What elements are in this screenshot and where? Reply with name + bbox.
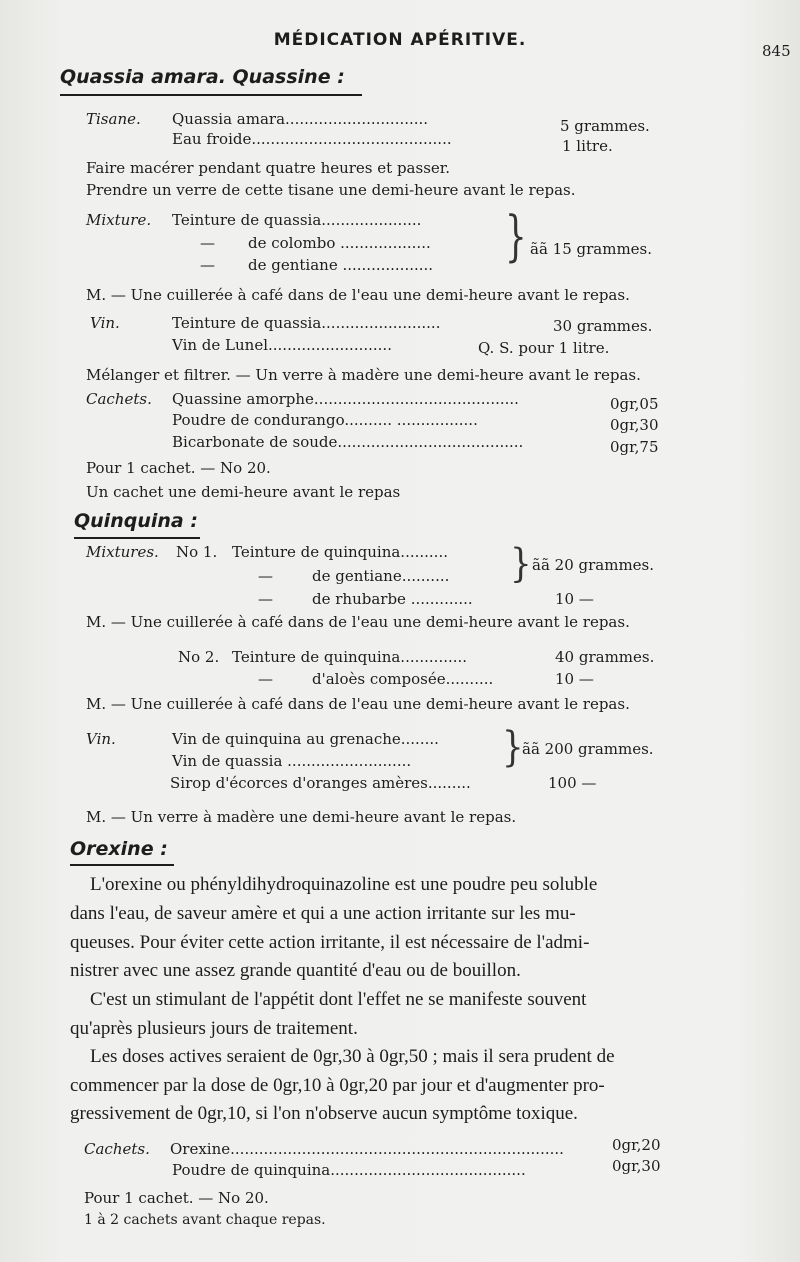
page-number: 845: [762, 42, 791, 60]
section-title-orexine: Orexine :: [70, 838, 168, 860]
orexine-cachets-amount-1: 0gr,20: [612, 1136, 661, 1154]
cachets-ingredient-1: Quassine amorphe...........................................: [172, 390, 519, 408]
section-title-quassia: Quassia amara. Quassine :: [60, 66, 345, 88]
mixture-2-instruction: M. — Une cuillerée à café dans de l'eau une demi-heure avant le repas.: [86, 695, 630, 713]
vin-label: Vin.: [90, 314, 120, 332]
orexine-paragraph-2-line-2: qu'après plusieurs jours de traitement.: [70, 1018, 358, 1039]
mixture-2-amount-2: 10 —: [555, 670, 594, 688]
mixture-1-instruction: M. — Une cuillerée à café dans de l'eau une demi-heure avant le repas.: [86, 613, 630, 631]
mixture-1-brace: }: [510, 541, 532, 587]
quinquina-vin-label: Vin.: [86, 730, 116, 748]
mixture-1-number: No 1.: [176, 543, 218, 561]
orexine-paragraph-1-line-1: L'orexine ou phényldihydroquinazoline est une poudre peu soluble: [90, 874, 598, 895]
vin-ingredient-2: Vin de Lunel..........................: [172, 336, 392, 354]
mixture-instruction: M. — Une cuillerée à café dans de l'eau une demi-heure avant le repas.: [86, 286, 630, 304]
orexine-paragraph-2-line-1: C'est un stimulant de l'appétit dont l'effet ne se manifeste souvent: [90, 989, 587, 1010]
cachets-ingredient-3: Bicarbonate de soude.......................................: [172, 433, 524, 451]
orexine-cachets-dosage: Pour 1 cachet. — No 20.: [84, 1189, 269, 1207]
cachets-amount-2: 0gr,30: [610, 416, 659, 434]
orexine-paragraph-3-line-2: commencer par la dose de 0gr,10 à 0gr,20 par jour et d'augmenter pro-: [70, 1075, 605, 1096]
mixture-amount: ãã 15 grammes.: [530, 240, 653, 258]
orexine-cachets-ingredient-2: Poudre de quinquina.........................................: [172, 1161, 526, 1179]
section-underline: [60, 94, 362, 96]
tisane-ingredient-2: Eau froide..........................................: [172, 130, 452, 148]
mixture-1-dash-3: —: [258, 590, 273, 608]
vin-amount-1: 30 grammes.: [553, 317, 653, 335]
mixture-1-amount-3: 10 —: [555, 590, 594, 608]
quinquina-vin-ingredient-3: Sirop d'écorces d'oranges amères.........: [170, 774, 471, 792]
vin-ingredient-1: Teinture de quassia.........................: [172, 314, 441, 332]
mixture-ingredient-2: de colombo ...................: [248, 234, 431, 252]
mixtures-label: Mixtures.: [86, 543, 159, 561]
tisane-amount-2: 1 litre.: [562, 137, 613, 155]
cachets-label: Cachets.: [86, 390, 152, 408]
cachets-ingredient-2: Poudre de condurango.......... .................: [172, 411, 478, 429]
quinquina-vin-instruction: M. — Un verre à madère une demi-heure avant le repas.: [86, 808, 517, 826]
cachets-dosage: Pour 1 cachet. — No 20.: [86, 459, 271, 477]
section-underline: [74, 537, 200, 539]
section-underline: [70, 864, 174, 866]
orexine-paragraph-1-line-4: nistrer avec une assez grande quantité d'eau ou de bouillon.: [70, 960, 521, 981]
tisane-amount-1: 5 grammes.: [560, 117, 650, 135]
mixture-1-dash-2: —: [258, 567, 273, 585]
quinquina-vin-ingredient-1: Vin de quinquina au grenache........: [172, 730, 439, 748]
mixture-label: Mixture.: [86, 211, 152, 229]
orexine-cachets-amount-2: 0gr,30: [612, 1157, 661, 1175]
quinquina-vin-ingredient-2: Vin de quassia ..........................: [172, 752, 412, 770]
cachets-amount-3: 0gr,75: [610, 438, 659, 456]
vin-amount-2: Q. S. pour 1 litre.: [478, 339, 610, 357]
orexine-paragraph-3-line-1: Les doses actives seraient de 0gr,30 à 0gr,50 ; mais il sera prudent de: [90, 1046, 615, 1067]
orexine-paragraph-1-line-2: dans l'eau, de saveur amère et qui a une action irritante sur les mu-: [70, 903, 576, 924]
mixture-2-ingredient-2: d'aloès composée..........: [312, 670, 494, 688]
mixture-2-ingredient-1: Teinture de quinquina..............: [232, 648, 468, 666]
cachets-instruction: Un cachet une demi-heure avant le repas: [86, 483, 401, 501]
running-header: MÉDICATION APÉRITIVE.: [273, 30, 527, 50]
mixture-1-amount: ãã 20 grammes.: [532, 556, 655, 574]
section-title-quinquina: Quinquina :: [74, 510, 198, 532]
mixture-2-number: No 2.: [178, 648, 220, 666]
quinquina-vin-amount-3: 100 —: [548, 774, 597, 792]
mixture-2-dash-2: —: [258, 670, 273, 688]
mixture-1-ingredient-2: de gentiane..........: [312, 567, 450, 585]
vin-instruction: Mélanger et filtrer. — Un verre à madère une demi-heure avant le repas.: [86, 366, 641, 384]
orexine-cachets-ingredient-1: Orexine......................................................................: [170, 1140, 564, 1158]
mixture-brace: }: [505, 205, 527, 269]
tisane-ingredient-1: Quassia amara..............................: [172, 110, 429, 128]
mixture-2-amount-1: 40 grammes.: [555, 648, 655, 666]
mixture-1-ingredient-1: Teinture de quinquina..........: [232, 543, 448, 561]
orexine-paragraph-3-line-3: gressivement de 0gr,10, si l'on n'observe aucun symptôme toxique.: [70, 1103, 578, 1124]
orexine-cachets-instruction: 1 à 2 cachets avant chaque repas.: [84, 1212, 326, 1228]
mixture-dash-2: —: [200, 234, 215, 252]
quinquina-vin-brace: }: [502, 724, 524, 772]
quinquina-vin-amount: ãã 200 grammes.: [522, 740, 654, 758]
tisane-label: Tisane.: [86, 110, 141, 128]
tisane-instruction-2: Prendre un verre de cette tisane une demi-heure avant le repas.: [86, 181, 576, 199]
mixture-dash-3: —: [200, 256, 215, 274]
orexine-cachets-label: Cachets.: [84, 1140, 150, 1158]
orexine-paragraph-1-line-3: queuses. Pour éviter cette action irritante, il est nécessaire de l'admi-: [70, 932, 590, 953]
cachets-amount-1: 0gr,05: [610, 395, 659, 413]
mixture-ingredient-3: de gentiane ...................: [248, 256, 434, 274]
mixture-ingredient-1: Teinture de quassia.....................: [172, 211, 422, 229]
tisane-instruction-1: Faire macérer pendant quatre heures et passer.: [86, 159, 451, 177]
mixture-1-ingredient-3: de rhubarbe .............: [312, 590, 473, 608]
